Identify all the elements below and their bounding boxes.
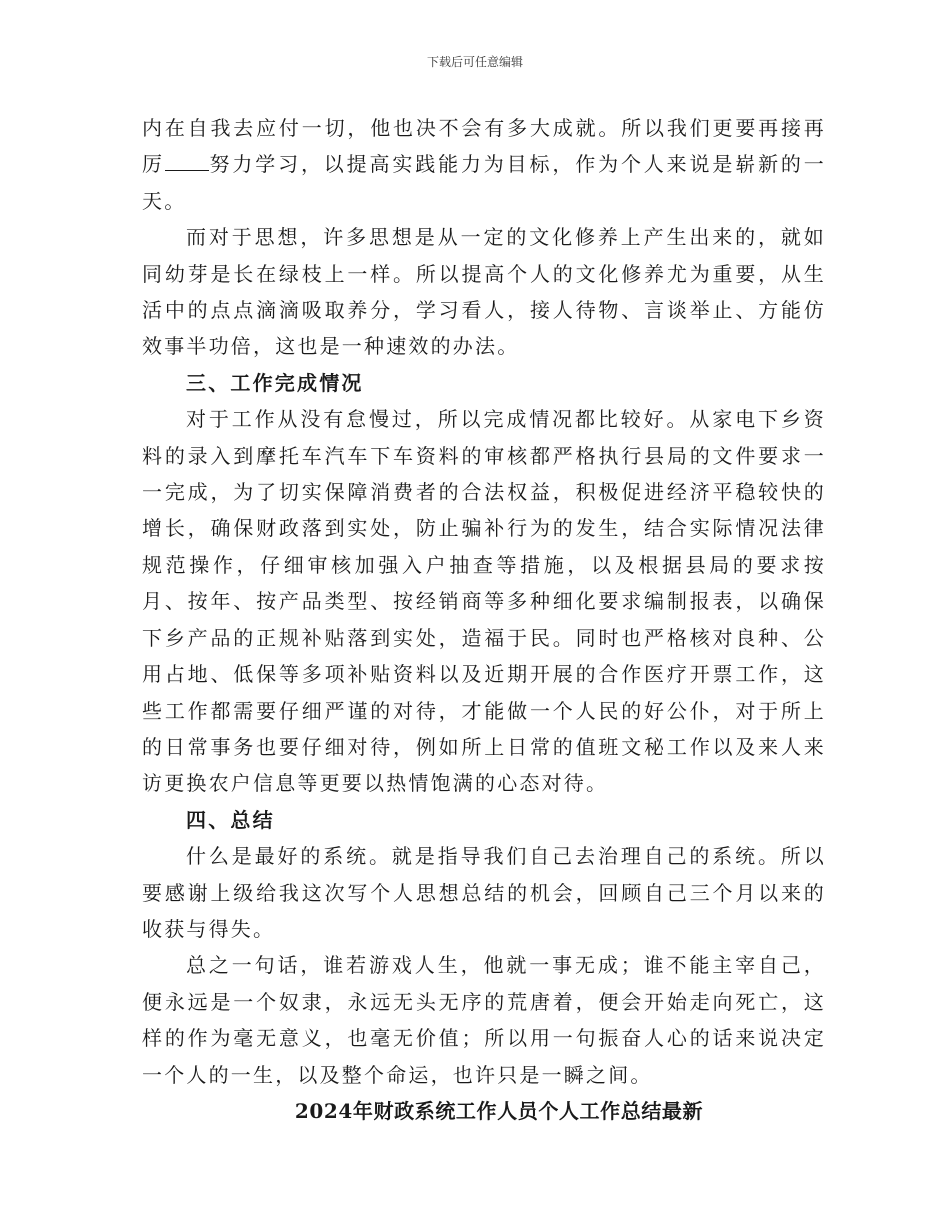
section-heading-summary: 四、总结	[186, 807, 275, 832]
document-title: 2024年财政系统工作人员个人工作总结最新	[294, 1098, 704, 1123]
paragraph-summary-conclusion: 总之一句话，谁若游戏人生，他就一事无成；谁不能主宰自己，便永远是一个奴隶，永远无头无序的荒唐着，便会开始走向死亡，这样的作为毫无意义，也毫无价值；所以用一句振奋人心的话来说决定一个人的一生，以及整个命运，也许只是一瞬之间。	[142, 953, 826, 1087]
page-header: 下载后可任意编辑	[426, 55, 523, 69]
paragraph-continuation	[142, 110, 826, 219]
section-heading-work-completion: 三、工作完成情况	[186, 370, 364, 395]
paragraph-text: 内在自我去应付一切，他也决不会有多大成就。所以我们更要再接再厉	[142, 116, 826, 177]
paragraph-text: 努力学习，以提高实践能力为目标，作为个人来说是崭新的一天。	[142, 152, 826, 213]
paragraph-culture: 而对于思想，许多思想是从一定的文化修养上产生出来的，就如同幼芽是长在绿枝上一样。所以提高个人的文化修养尤为重要，从生活中的点点滴滴吸取养分，学习看人，接人待物、言谈举止、方能仿效事半功倍，这也是一种速效的办法。	[142, 225, 826, 359]
paragraph-summary-system: 什么是最好的系统。就是指导我们自己去治理自己的系统。所以要感谢上级给我这次写个人思想总结的机会，回顾自己三个月以来的收获与得失。	[142, 844, 826, 941]
fill-in-blank	[165, 152, 209, 171]
document-body	[142, 110, 826, 1129]
paragraph-work-completion: 对于工作从没有怠慢过，所以完成情况都比较好。从家电下乡资料的录入到摩托车汽车下车资料的审核都严格执行县局的文件要求一一完成，为了切实保障消费者的合法权益，积极促进经济平稳较快的增长，确保财政落到实处，防止骗补行为的发生，结合实际情况法律规范操作，仔细审核加强入户抽查等措施，以及根据县局的要求按月、按年、按产品类型、按经销商等多种细化要求编制报表，以确保下乡产品的正规补贴落到实处，造福于民。同时也严格核对良种、公用占地、低保等多项补贴资料以及近期开展的合作医疗开票工作，这些工作都需要仔细严谨的对待，才能做一个人民的好公仆，对于所上的日常事务也要仔细对待，例如所上日常的值班文秘工作以及来人来访更换农户信息等更要以热情饱满的心态对待。	[142, 407, 826, 796]
